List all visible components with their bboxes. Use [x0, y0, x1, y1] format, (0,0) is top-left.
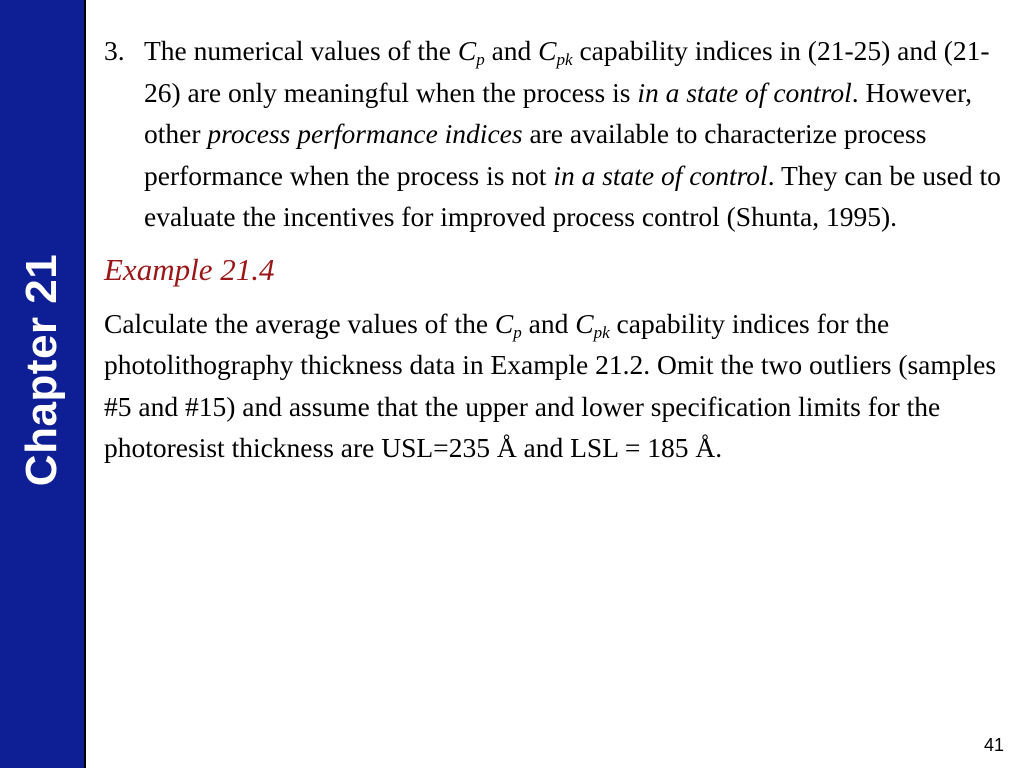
cp-symbol: [457, 35, 485, 70]
example-text-part: Calculate the average values of the: [104, 307, 495, 339]
cpk-letter: C: [575, 307, 594, 339]
chapter-label: Chapter 21: [17, 253, 66, 487]
cpk-subscript: pk: [593, 322, 610, 342]
sidebar-divider: [84, 0, 86, 768]
cpk-symbol: [538, 35, 573, 70]
cpk-letter: C: [538, 35, 557, 66]
item-text-part: . They can be used to evaluate the incentives for improved process control (Shunta, 1995).: [144, 159, 1001, 232]
example-text-part: and: [521, 307, 576, 339]
example-body: [104, 303, 1009, 469]
item-text-part: are available to characterize process performance when the process is not: [144, 118, 927, 191]
item-text-part: . However, other: [144, 76, 973, 149]
item-text-part: The numerical values of the: [144, 35, 458, 66]
slide-content: [104, 30, 1009, 469]
emphasis-performance-indices: process performance indices: [207, 118, 523, 149]
cp-subscript: p: [513, 322, 522, 342]
cpk-symbol: [575, 307, 610, 342]
example-text-part: capability indices for the photolithography thickness data in Example 21.2. Omit the two outliers (samples #5 and #15) and assume that the upper and lower specification limits for the photoresist thickness are USL=235 Å and LSL = 185 Å.: [104, 307, 997, 463]
list-item-text: [144, 30, 1009, 238]
example-title: Example 21.4: [104, 251, 275, 287]
chapter-sidebar: [0, 0, 84, 768]
cp-subscript: p: [476, 50, 485, 70]
list-item-3: [104, 30, 1009, 238]
item-text-part: capability indices in (21-25) and (21-26) are only meaningful when the process is: [144, 35, 990, 108]
page-number: 41: [983, 735, 1004, 755]
cp-letter: C: [494, 307, 514, 339]
cp-symbol: [494, 307, 522, 342]
item-text-part: and: [484, 35, 539, 66]
emphasis-state-of-control: in a state of control: [553, 159, 768, 191]
cpk-subscript: pk: [556, 50, 573, 70]
list-item-number: 3.: [104, 35, 125, 66]
cp-letter: C: [457, 35, 477, 66]
emphasis-state-of-control: in a state of control: [637, 76, 852, 108]
